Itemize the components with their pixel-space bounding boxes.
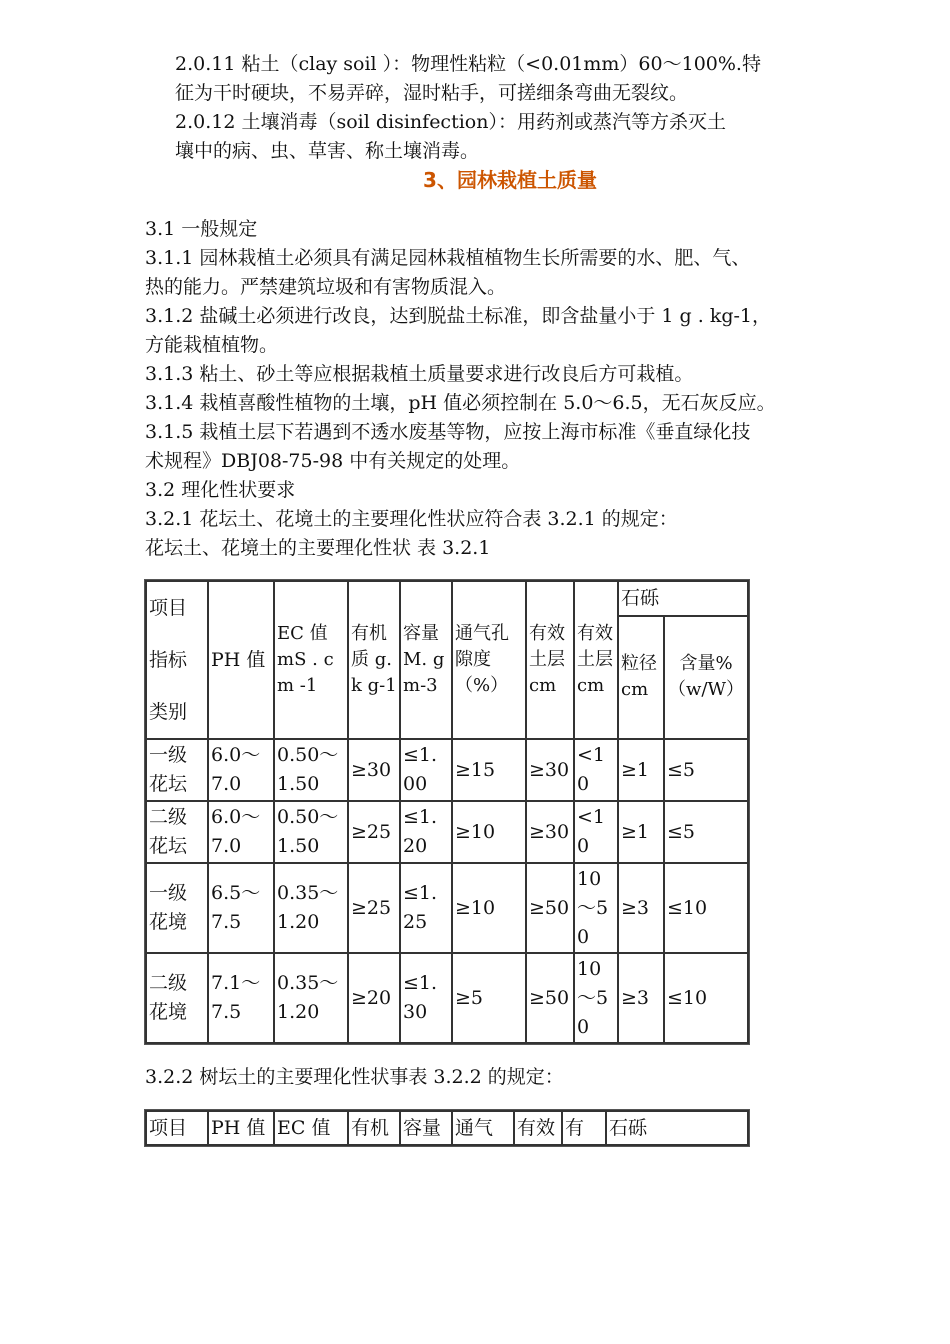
table2-cell-soil-layer: 有效 [514, 1111, 562, 1145]
clause-3-1-4: 3.1.4 栽植喜酸性植物的土壤，pH 值必须控制在 5.0～6.5，无石灰反应。 [145, 392, 776, 414]
row-grain-size: ≥3 [618, 863, 664, 953]
row-category: 一级花境 [146, 863, 208, 953]
header-ph: PH 值 [208, 581, 274, 739]
table-row [146, 739, 748, 801]
clause-3-1-1-line2: 热的能力。严禁建筑垃圾和有害物质混入。 [145, 276, 507, 298]
row-effective-layer: 10～50 [574, 863, 618, 953]
clause-3-1: 3.1 一般规定 [145, 218, 258, 240]
row-density: ≤1.20 [400, 801, 452, 863]
row-content: ≤5 [664, 801, 748, 863]
row-porosity: ≥10 [452, 863, 526, 953]
table2-cell-density: 容量 [400, 1111, 452, 1145]
row-density: ≤1.00 [400, 739, 452, 801]
row-density: ≤1.25 [400, 863, 452, 953]
header-item-cell [146, 581, 208, 739]
table-3-2-1 [145, 580, 749, 1044]
header-ec: EC 值 mS . cm -1 [274, 581, 348, 739]
header-item-label: 项目 [149, 597, 188, 619]
row-density: ≤1.30 [400, 953, 452, 1043]
table-row [146, 953, 748, 1043]
header-effective-layer: 有效土层 cm [574, 581, 618, 739]
clause-3-2-2: 3.2.2 树坛土的主要理化性状事表 3.2.2 的规定： [145, 1066, 564, 1088]
row-ph: 7.1～7.5 [208, 953, 274, 1043]
clause-3-1-2-line1: 3.1.2 盐碱土必须进行改良，达到脱盐土标准，即含盐量小于 1 g . kg-1， [145, 305, 772, 327]
section-heading: 3、园林栽植土质量 [423, 168, 597, 192]
table2-cell-item: 项目 [146, 1111, 208, 1145]
row-organic: ≥25 [348, 801, 400, 863]
table-3-2-2 [145, 1110, 749, 1146]
table-row [146, 863, 748, 953]
table2-cell-organic: 有机 [348, 1111, 400, 1145]
clause-2-0-12-line2: 壤中的病、虫、草害、称土壤消毒。 [175, 140, 480, 162]
row-grain-size: ≥3 [618, 953, 664, 1043]
row-grain-size: ≥1 [618, 739, 664, 801]
row-ph: 6.5～7.5 [208, 863, 274, 953]
row-porosity: ≥15 [452, 739, 526, 801]
header-category-label: 类别 [149, 701, 188, 723]
row-effective-layer: 10～50 [574, 953, 618, 1043]
header-content: 含量%（w/W） [664, 616, 748, 739]
header-density: 容量 M. g m-3 [400, 581, 452, 739]
row-grain-size: ≥1 [618, 801, 664, 863]
row-ph: 6.0～7.0 [208, 739, 274, 801]
clause-3-1-3: 3.1.3 粘土、砂土等应根据栽植土质量要求进行改良后方可栽植。 [145, 363, 694, 385]
header-grain-size: 粒径 cm [618, 616, 664, 739]
header-porosity: 通气孔隙度（%） [452, 581, 526, 739]
clause-3-1-2-line2: 方能栽植植物。 [145, 334, 279, 356]
row-porosity: ≥5 [452, 953, 526, 1043]
clause-3-1-1-line1: 3.1.1 园林栽植土必须具有满足园林栽植植物生长所需要的水、肥、气、 [145, 247, 751, 269]
header-gravel: 石砾 [618, 581, 748, 616]
clause-2-0-11-line2: 征为干时硬块，不易弄碎，湿时粘手，可搓细条弯曲无裂纹。 [175, 82, 689, 104]
header-organic: 有机质 g. k g-1 [348, 581, 400, 739]
row-ph: 6.0～7.0 [208, 801, 274, 863]
row-category: 一级花坛 [146, 739, 208, 801]
clause-2-0-12-line1: 2.0.12 土壤消毒（soil disinfection）：用药剂或蒸汽等方杀灭土 [175, 111, 726, 133]
table1-header-row [146, 581, 748, 616]
row-content: ≤10 [664, 953, 748, 1043]
row-ec: 0.50～1.50 [274, 739, 348, 801]
row-category: 二级花坛 [146, 801, 208, 863]
row-organic: ≥25 [348, 863, 400, 953]
row-organic: ≥30 [348, 739, 400, 801]
row-category: 二级花境 [146, 953, 208, 1043]
row-soil-layer: ≥50 [526, 863, 574, 953]
table1-caption: 花坛土、花境土的主要理化性状 表 3.2.1 [145, 537, 491, 559]
table2-cell-ec: EC 值 [274, 1111, 348, 1145]
clause-2-0-11-line1: 2.0.11 粘土（clay soil ）：物理性粘粒（<0.01mm）60～100%.特 [175, 53, 761, 75]
row-content: ≤10 [664, 863, 748, 953]
row-effective-layer: <10 [574, 801, 618, 863]
table2-cell-gravel: 石砾 [606, 1111, 748, 1145]
row-effective-layer: <10 [574, 739, 618, 801]
header-index-label: 指标 [149, 649, 188, 671]
table-row [146, 801, 748, 863]
row-organic: ≥20 [348, 953, 400, 1043]
table2-header-row [146, 1111, 748, 1145]
row-soil-layer: ≥30 [526, 801, 574, 863]
row-ec: 0.35～1.20 [274, 953, 348, 1043]
row-soil-layer: ≥30 [526, 739, 574, 801]
row-soil-layer: ≥50 [526, 953, 574, 1043]
clause-3-2-1: 3.2.1 花坛土、花境土的主要理化性状应符合表 3.2.1 的规定： [145, 508, 678, 530]
table2-cell-porosity: 通气 [452, 1111, 514, 1145]
table2-cell-ph: PH 值 [208, 1111, 274, 1145]
row-ec: 0.35～1.20 [274, 863, 348, 953]
header-soil-layer: 有效土层 cm [526, 581, 574, 739]
row-porosity: ≥10 [452, 801, 526, 863]
clause-3-1-5-line2: 术规程》DBJ08-75-98 中有关规定的处理。 [145, 450, 521, 472]
table2-cell-effective-layer: 有 [562, 1111, 606, 1145]
clause-3-2: 3.2 理化性状要求 [145, 479, 296, 501]
row-ec: 0.50～1.50 [274, 801, 348, 863]
clause-3-1-5-line1: 3.1.5 栽植土层下若遇到不透水废基等物，应按上海市标准《垂直绿化技 [145, 421, 751, 443]
row-content: ≤5 [664, 739, 748, 801]
